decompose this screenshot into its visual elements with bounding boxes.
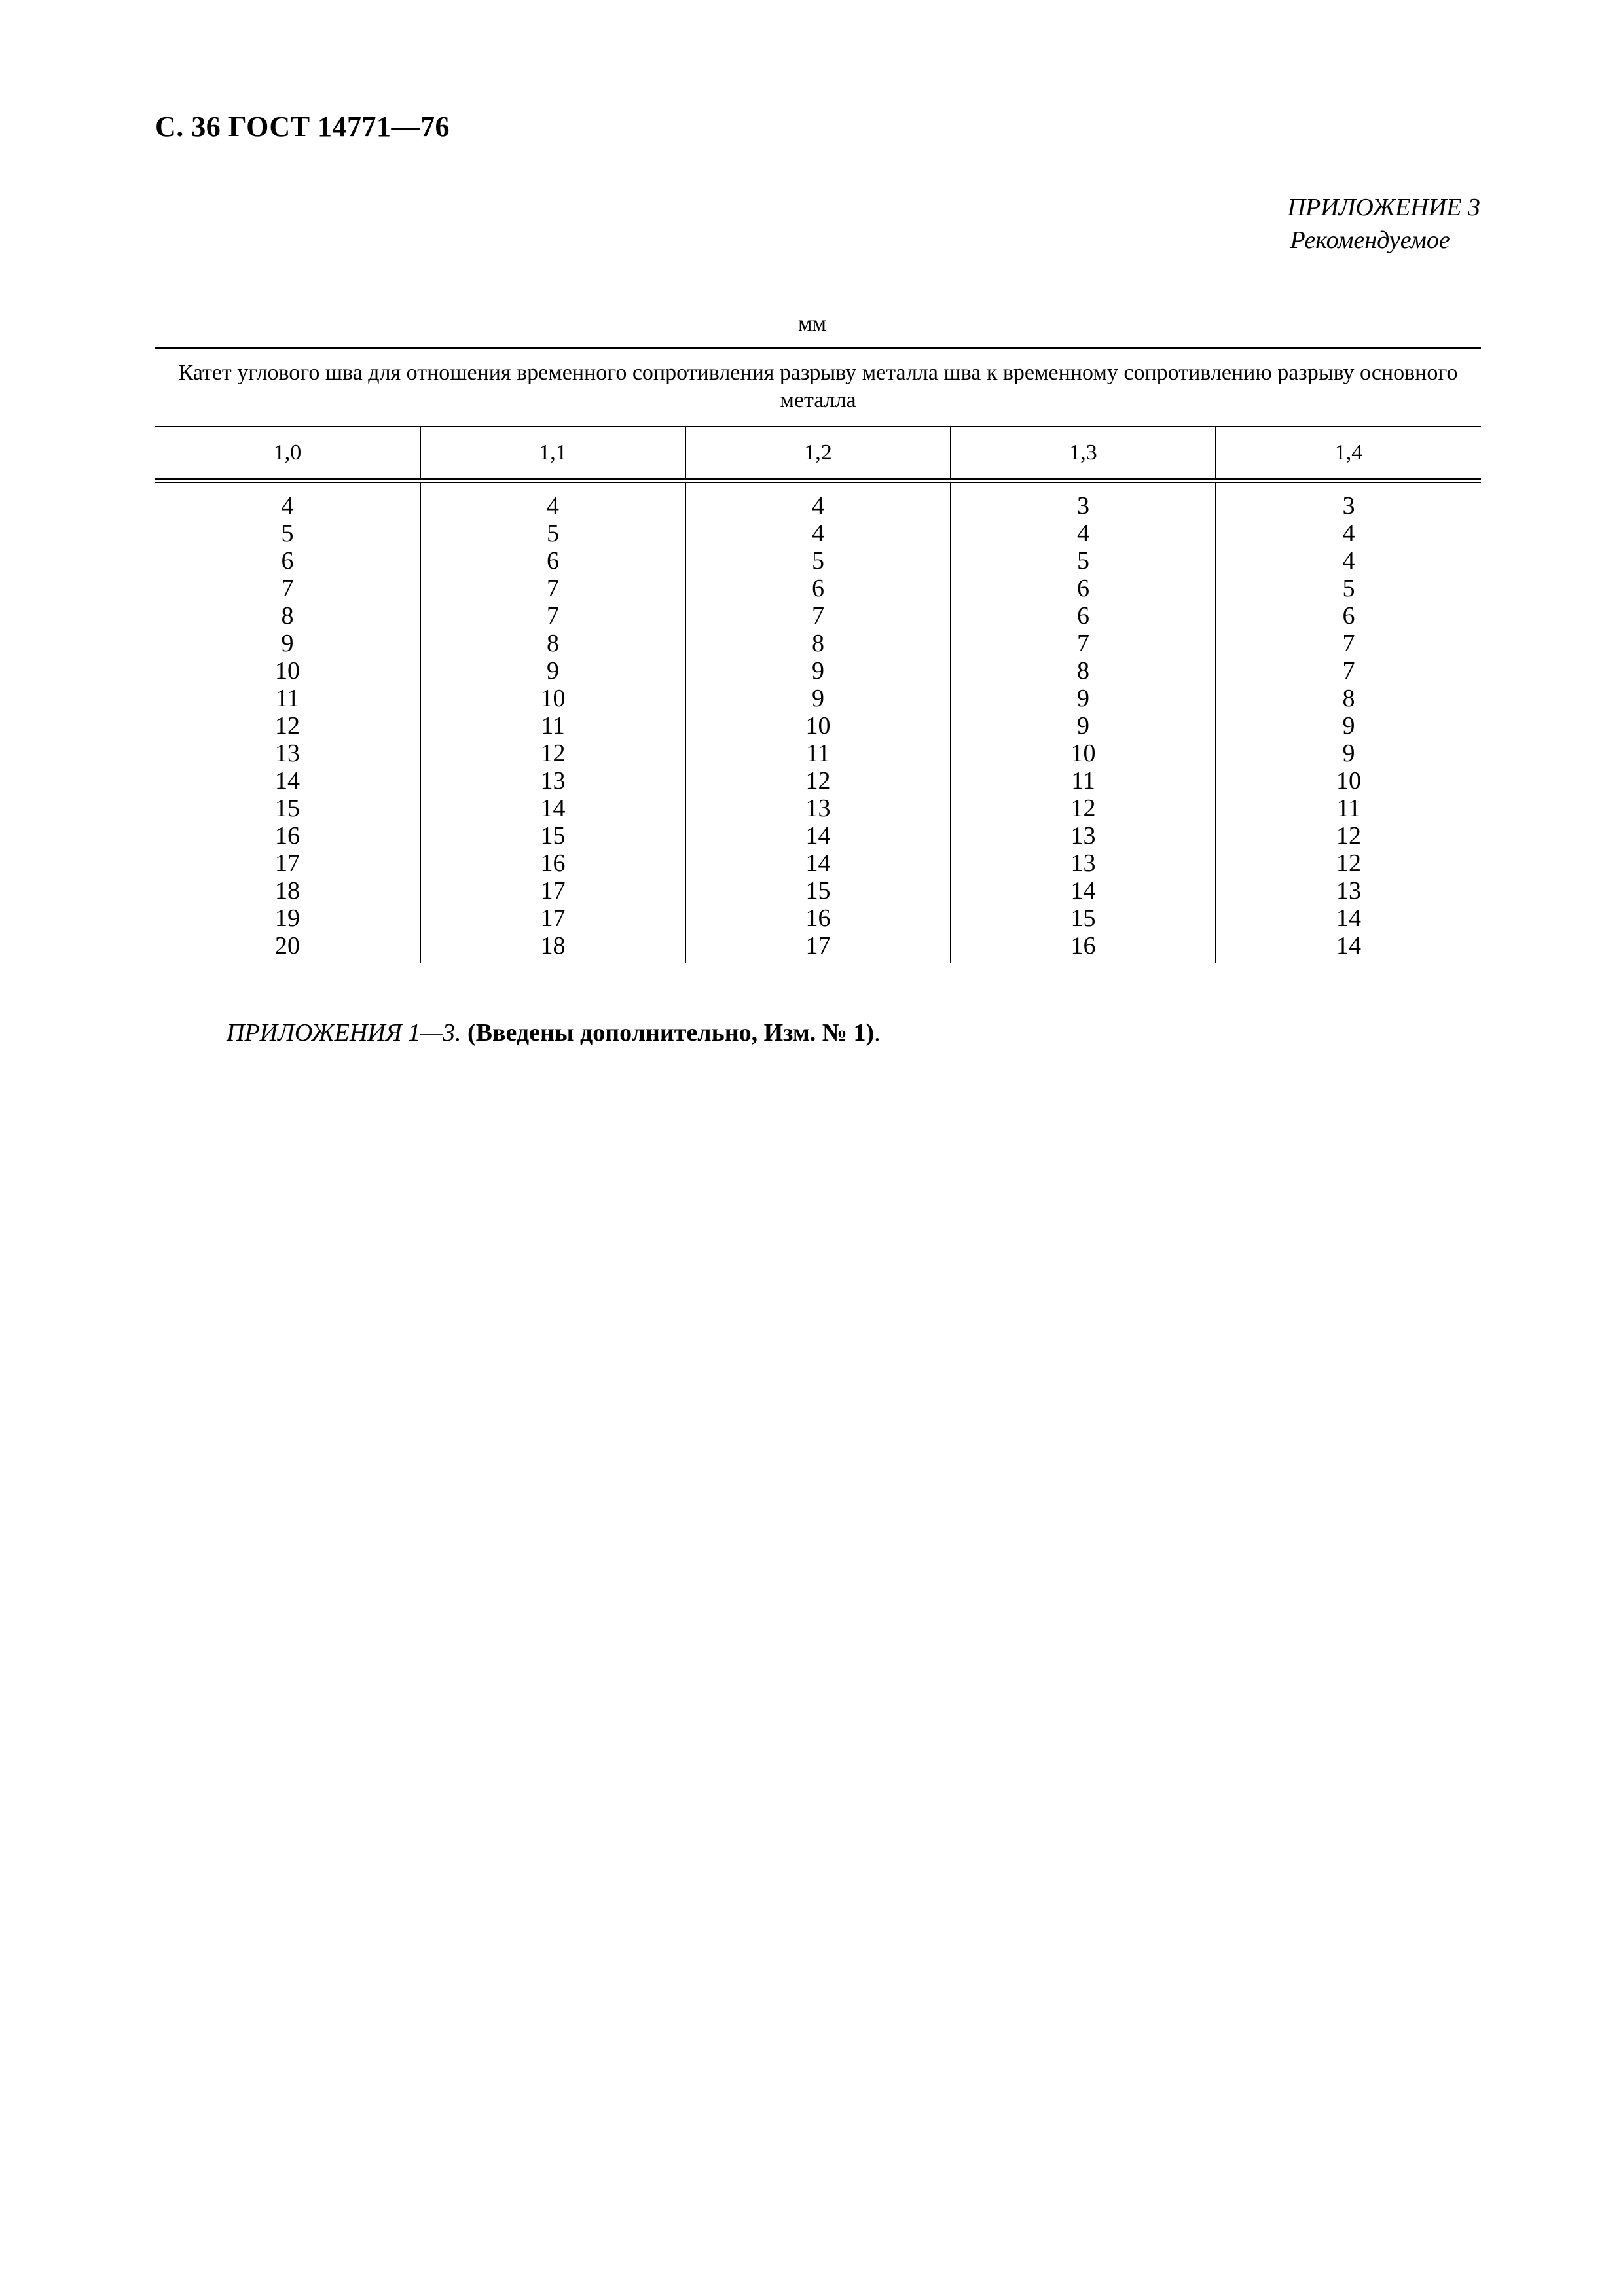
table-cell: 12 <box>1216 822 1481 850</box>
table-cell: 13 <box>685 795 951 822</box>
table-cell: 17 <box>275 850 300 877</box>
table-row <box>155 630 1481 657</box>
table-cell: 12 <box>1216 850 1481 877</box>
table-cell: 8 <box>420 630 685 657</box>
table-cell: 13 <box>275 740 300 767</box>
table-cell: 11 <box>685 740 951 767</box>
table-cell: 9 <box>420 657 685 685</box>
table-cell: 13 <box>420 767 685 795</box>
table-cell: 14 <box>685 822 951 850</box>
column-header-row <box>155 427 1481 481</box>
table-cell: 14 <box>685 850 951 877</box>
amendment-note <box>227 1018 881 1047</box>
table-cell: 11 <box>420 712 685 740</box>
table-row <box>155 795 1481 822</box>
table-cell: 6 <box>951 575 1216 602</box>
table-cell: 16 <box>275 822 300 850</box>
table-cell: 13 <box>1216 877 1481 905</box>
table-row <box>155 685 1481 712</box>
note-label: ПРИЛОЖЕНИЯ 1—3. <box>227 1019 462 1047</box>
table-row <box>155 481 1481 520</box>
table-row <box>155 740 1481 767</box>
column-header: 1,0 <box>155 427 420 481</box>
table-row <box>155 575 1481 602</box>
table-cell: 10 <box>951 740 1216 767</box>
table-cell: 9 <box>1216 712 1481 740</box>
table-cell: 11 <box>951 767 1216 795</box>
table-cell: 5 <box>951 547 1216 575</box>
table-cell: 17 <box>420 905 685 932</box>
table-cell: 12 <box>275 712 300 740</box>
table-row <box>155 850 1481 877</box>
table-cell: 18 <box>420 932 685 963</box>
table-cell: 11 <box>1216 795 1481 822</box>
table-cell: 5 <box>685 547 951 575</box>
table-cell: 15 <box>951 905 1216 932</box>
table-cell: 5 <box>1216 575 1481 602</box>
table-cell: 19 <box>275 905 300 932</box>
table-cell: 9 <box>685 685 951 712</box>
table-cell: 4 <box>1216 547 1481 575</box>
table-cell: 9 <box>951 685 1216 712</box>
column-header: 1,2 <box>685 427 951 481</box>
table-cell: 5 <box>281 520 294 547</box>
table-cell: 6 <box>420 547 685 575</box>
column-header: 1,4 <box>1216 427 1481 481</box>
table-body <box>155 481 1481 964</box>
appendix-label <box>1288 191 1480 257</box>
page-header: С. 36 ГОСТ 14771—76 <box>155 111 450 143</box>
table-row <box>155 520 1481 547</box>
table-row <box>155 932 1481 963</box>
table-cell: 5 <box>420 520 685 547</box>
table-row <box>155 877 1481 905</box>
table-caption: Катет углового шва для отношения временного сопротивления разрыву металла шва к временному сопротивлению разрыву основного металла <box>155 348 1481 427</box>
weld-leg-table <box>155 347 1481 963</box>
table-row <box>155 822 1481 850</box>
appendix-title: ПРИЛОЖЕНИЕ 3 <box>1287 194 1480 221</box>
table-cell: 10 <box>275 657 300 685</box>
table-cell: 4 <box>951 520 1216 547</box>
table-cell: 7 <box>281 575 294 602</box>
table-cell: 8 <box>951 657 1216 685</box>
note-end: . <box>874 1019 881 1047</box>
table-cell: 12 <box>685 767 951 795</box>
table-cell: 4 <box>420 481 685 520</box>
table-cell: 11 <box>275 685 300 712</box>
table-cell: 8 <box>685 630 951 657</box>
column-header: 1,1 <box>420 427 685 481</box>
table-cell: 7 <box>1216 630 1481 657</box>
table-cell: 3 <box>951 481 1216 520</box>
table-cell: 6 <box>1216 602 1481 630</box>
table-row <box>155 657 1481 685</box>
table-cell: 14 <box>951 877 1216 905</box>
table-cell: 6 <box>951 602 1216 630</box>
table-cell: 17 <box>685 932 951 963</box>
table-cell: 15 <box>275 795 300 822</box>
table-cell: 14 <box>420 795 685 822</box>
table-cell: 16 <box>951 932 1216 963</box>
column-header: 1,3 <box>951 427 1216 481</box>
data-table <box>155 347 1481 963</box>
table-cell: 6 <box>281 547 294 575</box>
table-cell: 9 <box>281 630 294 657</box>
table-cell: 4 <box>685 520 951 547</box>
table-row <box>155 547 1481 575</box>
table-cell: 10 <box>420 685 685 712</box>
table-cell: 4 <box>1216 520 1481 547</box>
table-cell: 9 <box>951 712 1216 740</box>
table-cell: 13 <box>951 850 1216 877</box>
table-cell: 7 <box>951 630 1216 657</box>
table-cell: 20 <box>275 932 300 960</box>
table-cell: 10 <box>1216 767 1481 795</box>
table-row <box>155 712 1481 740</box>
table-cell: 7 <box>685 602 951 630</box>
table-cell: 14 <box>1216 905 1481 932</box>
table-cell: 17 <box>420 877 685 905</box>
table-cell: 8 <box>1216 685 1481 712</box>
table-cell: 3 <box>1216 481 1481 520</box>
table-cell: 16 <box>685 905 951 932</box>
table-cell: 4 <box>685 481 951 520</box>
table-cell: 14 <box>275 767 300 795</box>
table-cell: 9 <box>1216 740 1481 767</box>
table-unit: мм <box>798 312 827 336</box>
table-cell: 4 <box>281 492 294 520</box>
table-cell: 7 <box>420 575 685 602</box>
note-text: (Введены дополнительно, Изм. № 1) <box>467 1019 875 1047</box>
table-row <box>155 602 1481 630</box>
table-cell: 6 <box>685 575 951 602</box>
table-row <box>155 767 1481 795</box>
table-cell: 7 <box>420 602 685 630</box>
table-cell: 12 <box>420 740 685 767</box>
appendix-status: Рекомендуемое <box>1290 226 1450 254</box>
table-row <box>155 905 1481 932</box>
table-cell: 15 <box>420 822 685 850</box>
table-cell: 14 <box>1216 932 1481 963</box>
table-cell: 18 <box>275 877 300 905</box>
table-cell: 15 <box>685 877 951 905</box>
table-cell: 7 <box>1216 657 1481 685</box>
table-cell: 13 <box>951 822 1216 850</box>
table-cell: 9 <box>685 657 951 685</box>
table-cell: 8 <box>281 602 294 630</box>
table-cell: 12 <box>951 795 1216 822</box>
table-cell: 10 <box>685 712 951 740</box>
table-cell: 16 <box>420 850 685 877</box>
